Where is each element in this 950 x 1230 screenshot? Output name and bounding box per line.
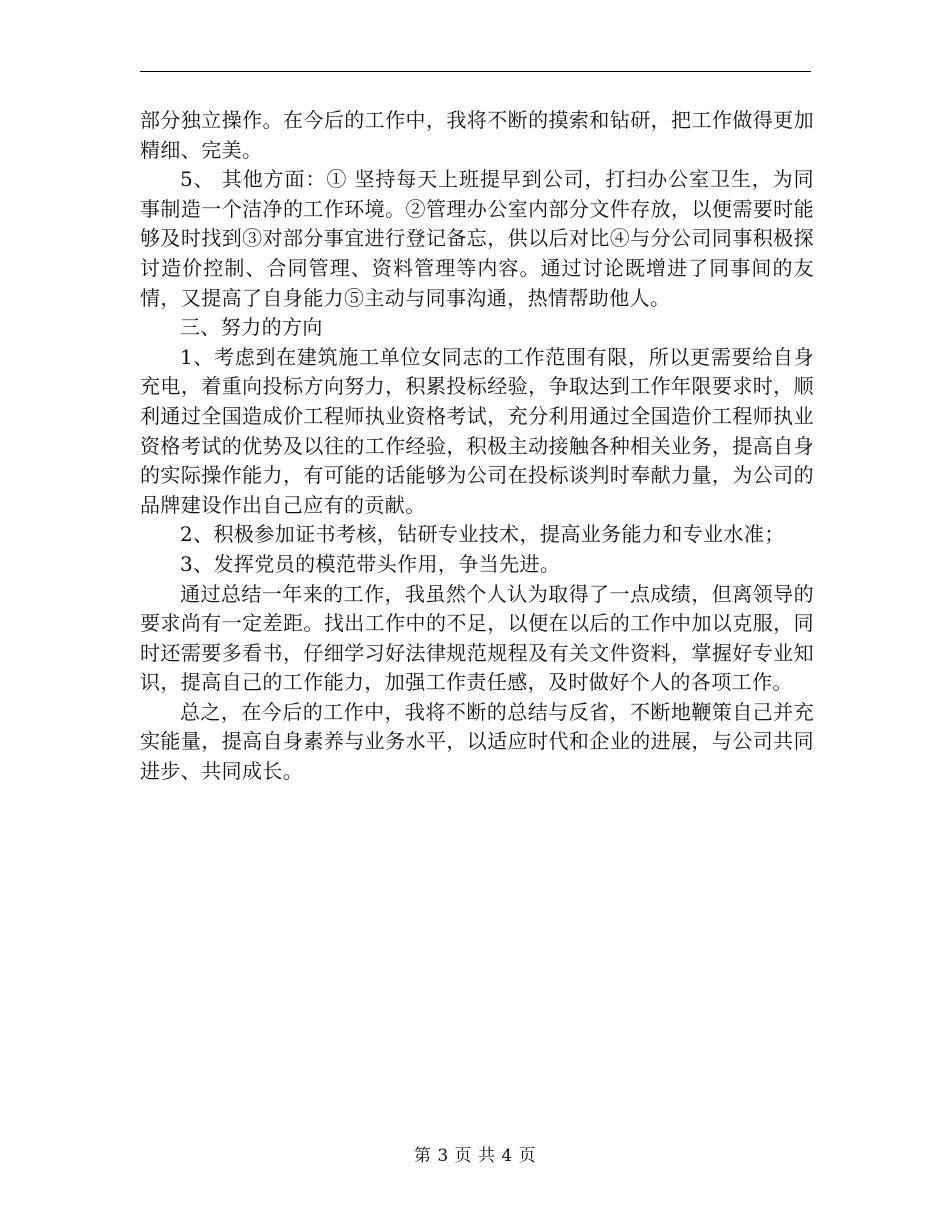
header-rule: [140, 71, 811, 72]
paragraph-item-1: 1、考虑到在建筑施工单位女同志的工作范围有限，所以更需要给自身充电，着重向投标方向努力，积累投标经验，争取达到工作年限要求时，顺利通过全国造成价工程师执业资格考试，充分利用通过全国造价工程师执业资格考试的优势及以往的工作经验，积极主动接触各种相关业务，提高自身的实际操作能力，有可能的话能够为公司在投标谈判时奉献力量，为公司的品牌建设作出自己应有的贡献。: [140, 344, 814, 517]
section-heading: 三、努力的方向: [180, 315, 323, 340]
paragraph-conclusion: 总之，在今后的工作中，我将不断的总结与反省，不断地鞭策自己并充实能量，提高自身素养与业务水平，以适应时代和企业的进展，与公司共同进步、共同成长。: [140, 699, 814, 784]
document-body: [140, 106, 814, 787]
page-footer: 第 3 页 共 4 页: [413, 1146, 537, 1166]
paragraph-summary: 通过总结一年来的工作，我虽然个人认为取得了一点成绩，但离领导的要求尚有一定差距。找出工作中的不足，以便在以后的工作中加以克服，同时还需要多看书，仔细学习好法律规范规程及有关文件资料，掌握好专业知识，提高自己的工作能力，加强工作责任感，及时做好个人的各项工作。: [140, 581, 814, 695]
paragraph-item-3: 3、发挥党员的模范带头作用，争当先进。: [180, 551, 561, 576]
paragraph-other-aspects: 5、 其他方面：① 坚持每天上班提早到公司，打扫办公室卫生，为同事制造一个洁净的工作环境。②管理办公室内部分文件存放，以便需要时能够及时找到③对部分事宜进行登记备忘，供以后对比④与分公司同事积极探讨造价控制、合同管理、资料管理等内容。通过讨论既增进了同事间的友情，又提高了自身能力⑤主动与同事沟通，热情帮助他人。: [140, 167, 814, 310]
paragraph-item-2: 2、积极参加证书考核，钻研专业技术，提高业务能力和专业水准；: [180, 522, 785, 547]
paragraph-continuation: 部分独立操作。在今后的工作中，我将不断的摸索和钻研，把工作做得更加精细、完美。: [140, 108, 814, 162]
